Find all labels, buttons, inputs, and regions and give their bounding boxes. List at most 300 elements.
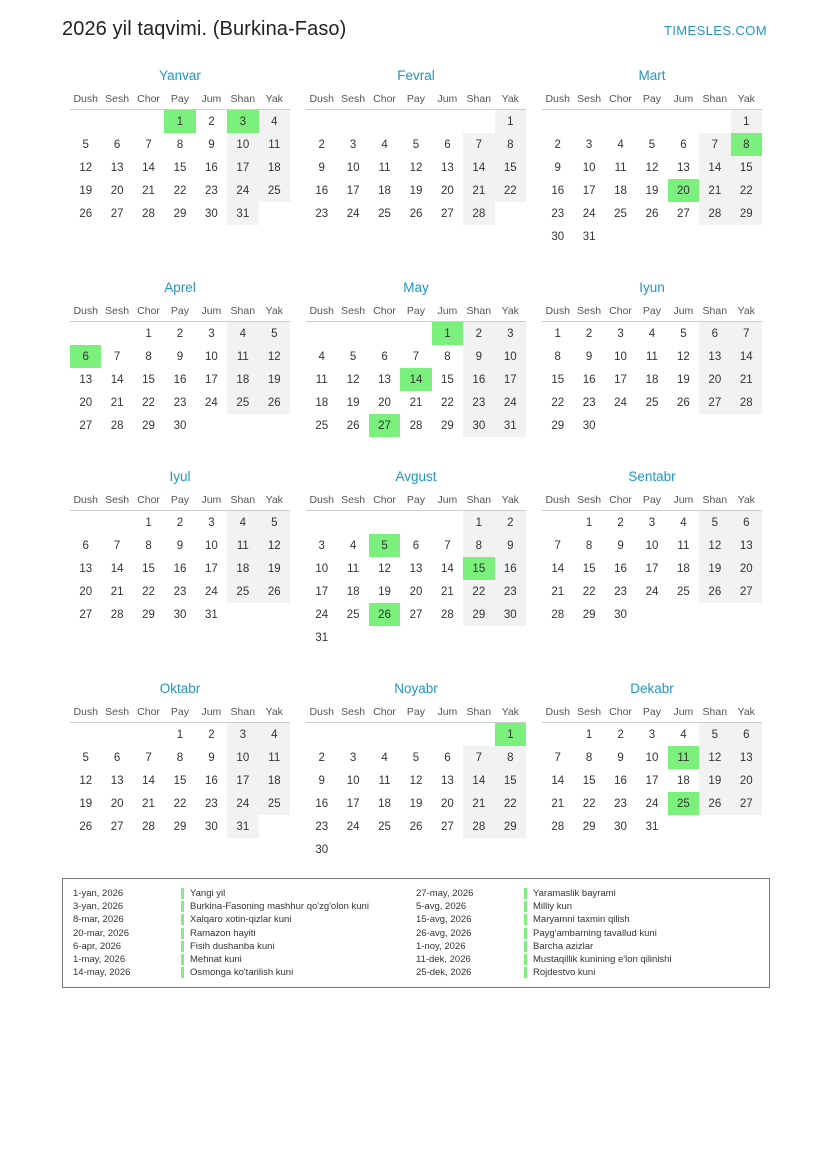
day-cell[interactable]: 28 xyxy=(110,419,124,432)
day-cell[interactable]: 28 xyxy=(409,419,423,432)
day-cell[interactable]: 16 xyxy=(614,562,627,575)
day-cell[interactable]: 12 xyxy=(699,746,730,769)
day-cell[interactable]: 19 xyxy=(79,184,93,197)
day-cell[interactable]: 21 xyxy=(551,797,565,810)
day-cell[interactable]: 4 xyxy=(617,138,624,151)
day-cell[interactable]: 2 xyxy=(176,516,184,529)
day-cell[interactable]: 28 xyxy=(110,608,124,621)
day-cell[interactable]: 22 xyxy=(551,396,565,409)
day-cell[interactable]: 13 xyxy=(731,534,762,557)
day-cell[interactable]: 3 xyxy=(227,723,258,747)
day-cell[interactable]: 7 xyxy=(145,138,152,151)
day-cell[interactable]: 20 xyxy=(731,557,762,580)
day-cell[interactable]: 20 xyxy=(441,184,454,197)
day-cell[interactable]: 15 xyxy=(441,373,454,386)
day-cell[interactable]: 24 xyxy=(582,207,596,220)
day-cell[interactable]: 10 xyxy=(227,746,258,769)
day-cell[interactable]: 20 xyxy=(79,396,93,409)
day-cell[interactable]: 11 xyxy=(259,746,290,769)
day-cell[interactable]: 25 xyxy=(614,207,627,220)
day-cell[interactable]: 11 xyxy=(315,373,328,386)
day-cell[interactable]: 8 xyxy=(585,751,593,764)
day-cell[interactable]: 3 xyxy=(318,539,325,552)
day-cell[interactable]: 30 xyxy=(205,820,218,833)
day-cell[interactable]: 21 xyxy=(142,184,155,197)
day-cell[interactable]: 24 xyxy=(227,792,258,815)
day-cell[interactable]: 23 xyxy=(582,396,596,409)
day-cell[interactable]: 18 xyxy=(227,557,258,580)
day-cell[interactable]: 23 xyxy=(173,585,187,598)
day-cell[interactable]: 9 xyxy=(176,539,184,552)
day-cell[interactable]: 1 xyxy=(585,516,593,529)
day-cell[interactable]: 31 xyxy=(227,202,258,225)
day-cell[interactable]: 22 xyxy=(582,585,596,598)
day-cell[interactable]: 10 xyxy=(582,161,596,174)
day-cell[interactable]: 3 xyxy=(349,138,357,151)
day-cell[interactable]: 26 xyxy=(259,580,290,603)
day-cell[interactable]: 27 xyxy=(731,580,762,603)
day-cell[interactable]: 21 xyxy=(110,396,124,409)
day-cell[interactable]: 18 xyxy=(315,396,329,409)
day-cell[interactable]: 2 xyxy=(318,751,325,764)
day-cell-holiday[interactable]: 11 xyxy=(668,746,699,769)
day-cell[interactable]: 3 xyxy=(349,751,357,764)
day-cell[interactable]: 9 xyxy=(176,350,184,363)
day-cell[interactable]: 6 xyxy=(444,138,451,151)
day-cell[interactable]: 24 xyxy=(645,585,659,598)
day-cell[interactable]: 11 xyxy=(646,350,658,363)
day-cell[interactable]: 18 xyxy=(378,184,391,197)
day-cell[interactable]: 4 xyxy=(680,516,687,529)
day-cell[interactable]: 9 xyxy=(318,774,325,787)
day-cell[interactable]: 8 xyxy=(145,350,152,363)
day-cell[interactable]: 5 xyxy=(648,138,656,151)
day-cell-holiday[interactable]: 15 xyxy=(463,557,494,580)
day-cell[interactable]: 18 xyxy=(227,368,258,391)
day-cell[interactable]: 20 xyxy=(409,585,423,598)
day-cell[interactable]: 29 xyxy=(173,207,187,220)
day-cell[interactable]: 6 xyxy=(381,350,388,363)
day-cell[interactable]: 17 xyxy=(227,156,258,179)
day-cell[interactable]: 10 xyxy=(205,539,218,552)
day-cell[interactable]: 17 xyxy=(227,769,258,792)
day-cell[interactable]: 16 xyxy=(495,557,526,580)
day-cell[interactable]: 19 xyxy=(645,184,659,197)
day-cell[interactable]: 5 xyxy=(259,511,290,535)
day-cell[interactable]: 9 xyxy=(617,539,624,552)
day-cell[interactable]: 17 xyxy=(582,184,596,197)
day-cell[interactable]: 14 xyxy=(463,156,494,179)
day-cell[interactable]: 30 xyxy=(582,419,596,432)
day-cell[interactable]: 24 xyxy=(205,396,218,409)
day-cell[interactable]: 3 xyxy=(648,728,656,741)
day-cell[interactable]: 16 xyxy=(205,161,218,174)
day-cell[interactable]: 16 xyxy=(205,774,218,787)
day-cell[interactable]: 5 xyxy=(349,350,357,363)
day-cell[interactable]: 16 xyxy=(173,373,187,386)
day-cell[interactable]: 25 xyxy=(259,179,290,202)
day-cell[interactable]: 28 xyxy=(731,391,762,414)
day-cell[interactable]: 10 xyxy=(205,350,218,363)
day-cell[interactable]: 23 xyxy=(315,820,329,833)
day-cell[interactable]: 20 xyxy=(79,585,93,598)
day-cell[interactable]: 23 xyxy=(315,207,329,220)
day-cell[interactable]: 30 xyxy=(205,207,218,220)
day-cell[interactable]: 14 xyxy=(142,774,155,787)
day-cell[interactable]: 24 xyxy=(346,820,360,833)
day-cell[interactable]: 7 xyxy=(731,322,762,346)
day-cell[interactable]: 27 xyxy=(409,608,423,621)
day-cell[interactable]: 26 xyxy=(79,820,93,833)
day-cell[interactable]: 9 xyxy=(208,138,215,151)
day-cell[interactable]: 24 xyxy=(614,396,627,409)
day-cell[interactable]: 22 xyxy=(173,797,187,810)
day-cell[interactable]: 6 xyxy=(444,751,451,764)
day-cell[interactable]: 17 xyxy=(495,368,526,391)
day-cell[interactable]: 22 xyxy=(582,797,596,810)
day-cell-holiday[interactable]: 14 xyxy=(400,368,431,391)
day-cell[interactable]: 2 xyxy=(617,516,624,529)
day-cell[interactable]: 11 xyxy=(677,539,690,552)
day-cell[interactable]: 18 xyxy=(645,373,659,386)
day-cell[interactable]: 22 xyxy=(142,585,155,598)
day-cell[interactable]: 21 xyxy=(463,179,494,202)
day-cell[interactable]: 12 xyxy=(645,161,659,174)
day-cell[interactable]: 1 xyxy=(585,728,593,741)
day-cell[interactable]: 4 xyxy=(318,350,325,363)
day-cell[interactable]: 5 xyxy=(699,511,730,535)
day-cell[interactable]: 14 xyxy=(441,562,454,575)
day-cell[interactable]: 4 xyxy=(680,728,687,741)
day-cell[interactable]: 14 xyxy=(551,562,565,575)
day-cell[interactable]: 28 xyxy=(699,202,730,225)
day-cell[interactable]: 12 xyxy=(409,161,423,174)
day-cell[interactable]: 5 xyxy=(680,327,687,340)
day-cell[interactable]: 11 xyxy=(378,774,391,787)
day-cell[interactable]: 24 xyxy=(315,608,329,621)
day-cell[interactable]: 14 xyxy=(110,373,124,386)
day-cell[interactable]: 23 xyxy=(495,580,526,603)
day-cell[interactable]: 19 xyxy=(699,769,730,792)
day-cell[interactable]: 26 xyxy=(409,207,423,220)
day-cell[interactable]: 30 xyxy=(173,419,187,432)
day-cell[interactable]: 12 xyxy=(378,562,391,575)
day-cell[interactable]: 9 xyxy=(585,350,593,363)
day-cell[interactable]: 23 xyxy=(173,396,187,409)
day-cell[interactable]: 7 xyxy=(412,350,420,363)
day-cell[interactable]: 13 xyxy=(409,562,423,575)
day-cell[interactable]: 10 xyxy=(645,751,659,764)
site-brand[interactable]: TIMESLES.COM xyxy=(663,23,767,38)
day-cell[interactable]: 26 xyxy=(259,391,290,414)
day-cell[interactable]: 15 xyxy=(142,373,155,386)
day-cell[interactable]: 2 xyxy=(318,138,325,151)
day-cell[interactable]: 9 xyxy=(617,751,624,764)
day-cell[interactable]: 10 xyxy=(315,562,329,575)
day-cell[interactable]: 18 xyxy=(614,184,627,197)
day-cell[interactable]: 20 xyxy=(110,184,124,197)
day-cell[interactable]: 14 xyxy=(110,562,124,575)
day-cell[interactable]: 22 xyxy=(463,580,494,603)
day-cell[interactable]: 19 xyxy=(677,373,690,386)
day-cell[interactable]: 27 xyxy=(441,820,454,833)
day-cell[interactable]: 22 xyxy=(142,396,155,409)
day-cell[interactable]: 2 xyxy=(463,322,494,346)
day-cell[interactable]: 13 xyxy=(441,774,454,787)
day-cell[interactable]: 12 xyxy=(677,350,690,363)
day-cell[interactable]: 21 xyxy=(409,396,423,409)
day-cell[interactable]: 3 xyxy=(617,327,624,340)
day-cell[interactable]: 23 xyxy=(614,797,627,810)
day-cell[interactable]: 3 xyxy=(495,322,526,346)
day-cell[interactable]: 24 xyxy=(346,207,360,220)
day-cell[interactable]: 30 xyxy=(614,820,627,833)
day-cell[interactable]: 5 xyxy=(699,723,730,747)
day-cell[interactable]: 29 xyxy=(441,419,454,432)
day-cell[interactable]: 6 xyxy=(113,138,121,151)
day-cell[interactable]: 13 xyxy=(699,345,730,368)
day-cell[interactable]: 22 xyxy=(495,179,526,202)
day-cell[interactable]: 11 xyxy=(614,161,627,174)
day-cell[interactable]: 13 xyxy=(79,562,93,575)
day-cell[interactable]: 8 xyxy=(495,133,526,156)
day-cell[interactable]: 15 xyxy=(173,774,187,787)
day-cell[interactable]: 29 xyxy=(142,419,155,432)
day-cell[interactable]: 2 xyxy=(554,138,561,151)
day-cell-holiday[interactable]: 20 xyxy=(668,179,699,202)
day-cell[interactable]: 12 xyxy=(79,774,93,787)
day-cell[interactable]: 17 xyxy=(346,797,360,810)
day-cell[interactable]: 29 xyxy=(463,603,494,626)
day-cell[interactable]: 27 xyxy=(110,820,124,833)
day-cell[interactable]: 21 xyxy=(441,585,454,598)
day-cell[interactable]: 14 xyxy=(551,774,565,787)
day-cell[interactable]: 25 xyxy=(378,820,391,833)
day-cell[interactable]: 27 xyxy=(677,207,690,220)
day-cell[interactable]: 7 xyxy=(554,751,561,764)
day-cell[interactable]: 15 xyxy=(495,769,526,792)
day-cell[interactable]: 15 xyxy=(551,373,565,386)
day-cell[interactable]: 17 xyxy=(205,373,218,386)
day-cell[interactable]: 27 xyxy=(441,207,454,220)
day-cell[interactable]: 4 xyxy=(227,511,258,535)
day-cell[interactable]: 31 xyxy=(227,815,258,838)
day-cell[interactable]: 15 xyxy=(731,156,762,179)
day-cell[interactable]: 31 xyxy=(582,230,596,243)
day-cell-holiday[interactable]: 1 xyxy=(495,723,526,747)
day-cell[interactable]: 13 xyxy=(110,161,124,174)
day-cell[interactable]: 25 xyxy=(259,792,290,815)
day-cell[interactable]: 6 xyxy=(82,539,89,552)
day-cell[interactable]: 6 xyxy=(412,539,420,552)
day-cell[interactable]: 14 xyxy=(699,156,730,179)
day-cell[interactable]: 25 xyxy=(346,608,360,621)
day-cell-holiday[interactable]: 26 xyxy=(369,603,400,626)
day-cell[interactable]: 23 xyxy=(551,207,565,220)
day-cell[interactable]: 14 xyxy=(731,345,762,368)
day-cell[interactable]: 7 xyxy=(113,350,121,363)
day-cell[interactable]: 27 xyxy=(699,391,730,414)
day-cell[interactable]: 21 xyxy=(142,797,155,810)
day-cell[interactable]: 30 xyxy=(315,843,329,856)
day-cell[interactable]: 27 xyxy=(79,608,93,621)
day-cell[interactable]: 25 xyxy=(227,391,258,414)
day-cell[interactable]: 2 xyxy=(585,327,593,340)
day-cell[interactable]: 18 xyxy=(677,774,690,787)
day-cell[interactable]: 21 xyxy=(110,585,124,598)
day-cell[interactable]: 16 xyxy=(173,562,187,575)
day-cell[interactable]: 31 xyxy=(645,820,659,833)
day-cell[interactable]: 17 xyxy=(205,562,218,575)
day-cell[interactable]: 30 xyxy=(551,230,565,243)
day-cell[interactable]: 7 xyxy=(113,539,121,552)
day-cell[interactable]: 5 xyxy=(82,138,89,151)
day-cell[interactable]: 22 xyxy=(731,179,762,202)
day-cell[interactable]: 10 xyxy=(227,133,258,156)
day-cell[interactable]: 18 xyxy=(346,585,360,598)
day-cell[interactable]: 13 xyxy=(677,161,690,174)
day-cell-holiday[interactable]: 1 xyxy=(164,110,195,134)
day-cell[interactable]: 21 xyxy=(463,792,494,815)
day-cell[interactable]: 8 xyxy=(176,138,184,151)
day-cell[interactable]: 1 xyxy=(176,728,184,741)
day-cell[interactable]: 26 xyxy=(409,820,423,833)
day-cell[interactable]: 11 xyxy=(378,161,391,174)
day-cell[interactable]: 13 xyxy=(378,373,391,386)
day-cell[interactable]: 27 xyxy=(110,207,124,220)
day-cell[interactable]: 3 xyxy=(208,327,215,340)
day-cell[interactable]: 28 xyxy=(441,608,454,621)
day-cell[interactable]: 8 xyxy=(585,539,593,552)
day-cell[interactable]: 9 xyxy=(554,161,561,174)
day-cell[interactable]: 25 xyxy=(315,419,329,432)
day-cell[interactable]: 8 xyxy=(463,534,494,557)
day-cell[interactable]: 23 xyxy=(614,585,627,598)
day-cell[interactable]: 15 xyxy=(582,774,596,787)
day-cell[interactable]: 6 xyxy=(731,723,762,747)
day-cell[interactable]: 2 xyxy=(208,728,215,741)
day-cell[interactable]: 13 xyxy=(731,746,762,769)
day-cell[interactable]: 25 xyxy=(677,585,690,598)
day-cell[interactable]: 8 xyxy=(444,350,451,363)
day-cell[interactable]: 24 xyxy=(495,391,526,414)
day-cell[interactable]: 10 xyxy=(645,539,659,552)
day-cell[interactable]: 21 xyxy=(731,368,762,391)
day-cell[interactable]: 1 xyxy=(554,327,561,340)
day-cell[interactable]: 26 xyxy=(677,396,690,409)
day-cell[interactable]: 19 xyxy=(699,557,730,580)
day-cell[interactable]: 1 xyxy=(731,110,762,134)
day-cell[interactable]: 22 xyxy=(173,184,187,197)
day-cell[interactable]: 3 xyxy=(208,516,215,529)
day-cell[interactable]: 26 xyxy=(699,792,730,815)
day-cell[interactable]: 17 xyxy=(645,562,659,575)
day-cell[interactable]: 18 xyxy=(677,562,690,575)
day-cell[interactable]: 27 xyxy=(731,792,762,815)
day-cell[interactable]: 7 xyxy=(145,751,152,764)
day-cell[interactable]: 24 xyxy=(205,585,218,598)
day-cell[interactable]: 1 xyxy=(495,110,526,134)
day-cell[interactable]: 11 xyxy=(259,133,290,156)
day-cell[interactable]: 29 xyxy=(495,815,526,838)
day-cell[interactable]: 28 xyxy=(142,820,155,833)
day-cell[interactable]: 13 xyxy=(441,161,454,174)
day-cell[interactable]: 22 xyxy=(495,792,526,815)
day-cell[interactable]: 26 xyxy=(346,419,360,432)
day-cell[interactable]: 13 xyxy=(79,373,93,386)
day-cell[interactable]: 14 xyxy=(142,161,155,174)
day-cell[interactable]: 4 xyxy=(259,110,290,134)
day-cell[interactable]: 29 xyxy=(582,820,596,833)
day-cell[interactable]: 26 xyxy=(79,207,93,220)
day-cell[interactable]: 9 xyxy=(495,534,526,557)
day-cell[interactable]: 28 xyxy=(463,202,494,225)
day-cell[interactable]: 23 xyxy=(205,184,218,197)
day-cell[interactable]: 28 xyxy=(142,207,155,220)
day-cell[interactable]: 29 xyxy=(551,419,565,432)
day-cell[interactable]: 20 xyxy=(110,797,124,810)
day-cell[interactable]: 7 xyxy=(554,539,561,552)
day-cell[interactable]: 9 xyxy=(318,161,325,174)
day-cell[interactable]: 7 xyxy=(444,539,451,552)
day-cell[interactable]: 24 xyxy=(645,797,659,810)
day-cell[interactable]: 30 xyxy=(463,414,494,437)
day-cell[interactable]: 9 xyxy=(208,751,215,764)
day-cell[interactable]: 31 xyxy=(495,414,526,437)
day-cell[interactable]: 5 xyxy=(259,322,290,346)
day-cell-holiday[interactable]: 8 xyxy=(731,133,762,156)
day-cell[interactable]: 6 xyxy=(699,322,730,346)
day-cell[interactable]: 10 xyxy=(614,350,627,363)
day-cell[interactable]: 12 xyxy=(346,373,360,386)
day-cell-holiday[interactable]: 6 xyxy=(70,345,101,368)
day-cell[interactable]: 19 xyxy=(79,797,93,810)
day-cell[interactable]: 25 xyxy=(227,580,258,603)
day-cell[interactable]: 12 xyxy=(259,345,290,368)
day-cell[interactable]: 4 xyxy=(381,751,388,764)
day-cell[interactable]: 15 xyxy=(495,156,526,179)
day-cell[interactable]: 20 xyxy=(378,396,391,409)
day-cell[interactable]: 17 xyxy=(346,184,360,197)
day-cell[interactable]: 19 xyxy=(259,368,290,391)
day-cell[interactable]: 2 xyxy=(495,511,526,535)
day-cell[interactable]: 14 xyxy=(463,769,494,792)
day-cell[interactable]: 18 xyxy=(378,797,391,810)
day-cell[interactable]: 13 xyxy=(110,774,124,787)
day-cell[interactable]: 10 xyxy=(495,345,526,368)
day-cell[interactable]: 20 xyxy=(699,368,730,391)
day-cell[interactable]: 12 xyxy=(699,534,730,557)
day-cell[interactable]: 11 xyxy=(227,345,258,368)
day-cell[interactable]: 5 xyxy=(412,751,420,764)
day-cell[interactable]: 1 xyxy=(463,511,494,535)
day-cell[interactable]: 4 xyxy=(259,723,290,747)
day-cell[interactable]: 28 xyxy=(551,820,565,833)
day-cell[interactable]: 8 xyxy=(145,539,152,552)
day-cell[interactable]: 11 xyxy=(227,534,258,557)
day-cell[interactable]: 11 xyxy=(347,562,360,575)
day-cell[interactable]: 18 xyxy=(259,156,290,179)
day-cell[interactable]: 24 xyxy=(227,179,258,202)
day-cell[interactable]: 21 xyxy=(699,179,730,202)
day-cell[interactable]: 9 xyxy=(463,345,494,368)
day-cell[interactable]: 7 xyxy=(463,746,494,769)
day-cell[interactable]: 17 xyxy=(315,585,329,598)
day-cell[interactable]: 12 xyxy=(259,534,290,557)
day-cell[interactable]: 19 xyxy=(259,557,290,580)
day-cell[interactable]: 29 xyxy=(142,608,155,621)
day-cell-holiday[interactable]: 5 xyxy=(369,534,400,557)
